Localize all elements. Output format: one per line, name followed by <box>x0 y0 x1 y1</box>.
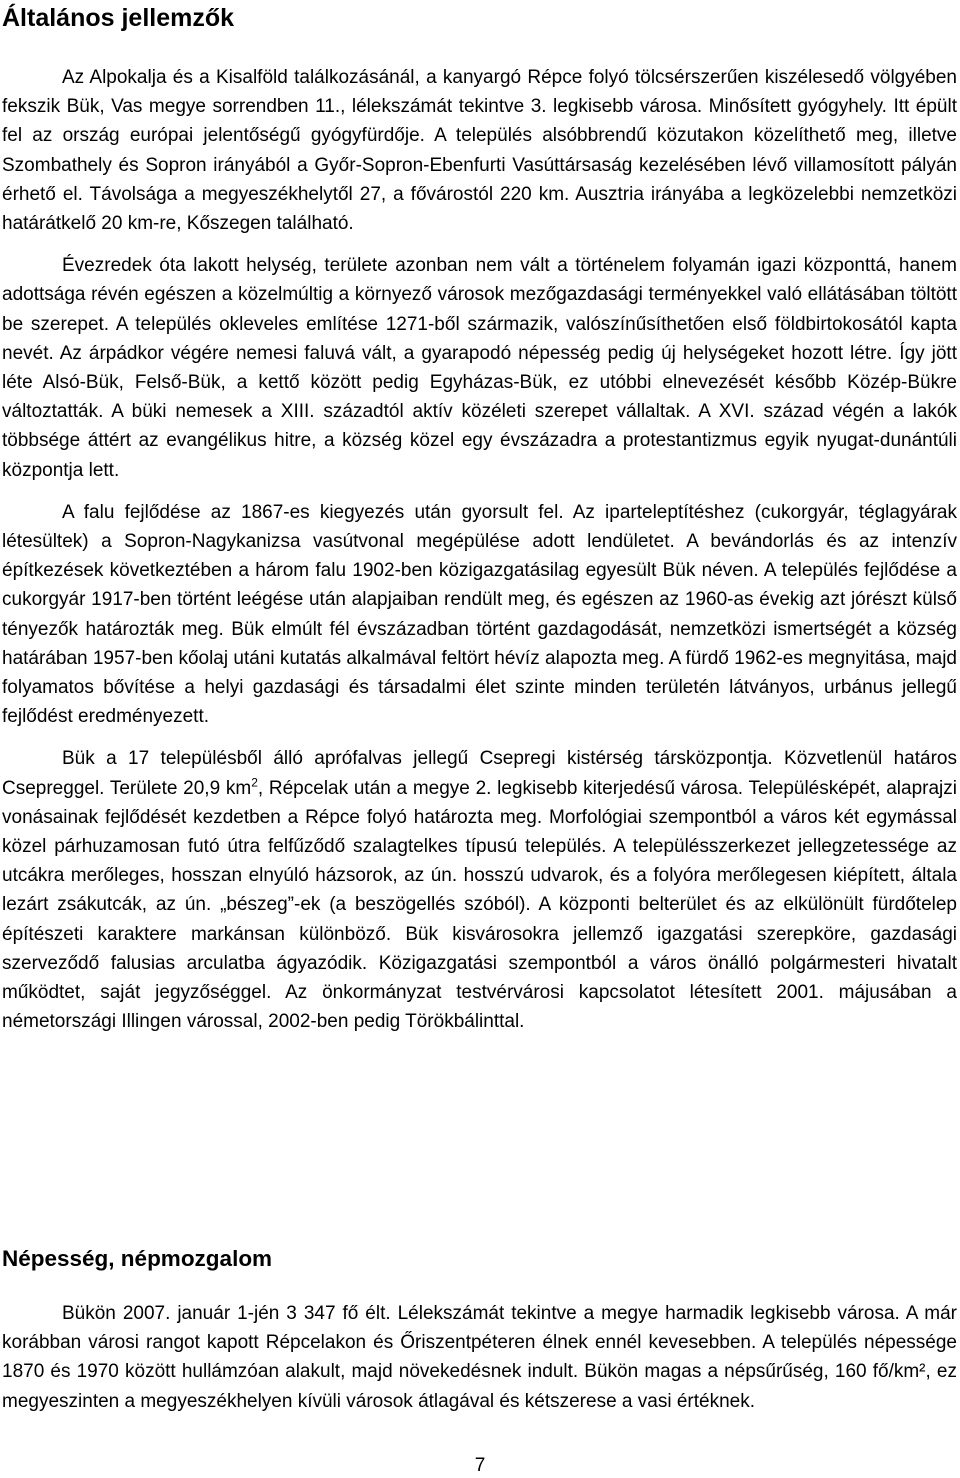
page-number: 7 <box>474 1455 486 1476</box>
section-heading-population: Népesség, népmozgalom <box>2 1246 273 1271</box>
paragraph-location: Az Alpokalja és a Kisalföld találkozásánál, a kanyargó Répce folyó tölcsérszerűen kiszélesedő völgyében fekszik Bük, Vas megye sorrendben 11., lélekszámát tekintve 3. legkisebb városa. Minősített gyógyhely. Itt épült fel az ország európai jelentőségű gyógyfürdője. A település alsóbbrendű közutakon közelíthető meg, illetve Szombathely és Sopron irányából a Győr-Sopron-Ebenfurti Vasúttársaság kezelésében lévő villamosított pályán érhető el. Távolsága a megyeszékhelytől 27, a fővárostól 220 km. Ausztria irányába a legközelebbi nemzetközi határátkelő 20 km-re, Kőszegen található. <box>2 67 957 235</box>
area-superscript: 2 <box>251 775 258 790</box>
paragraph-development: A falu fejlődése az 1867-es kiegyezés után gyorsult fel. Az iparteleptítéshez (cukorgyár, téglagyárak létesültek) a Sopron-Nagykanizsa vasútvonal megépülése adott lendületet. A bevándorlás és az intenzív építkezések következtében a három falu 1902-ben közigazgatásilag egyesült Bük néven. A település fejlődése a cukorgyár 1917-ben történt leégése után alapjaiban rendült meg, és egészen az 1960-as évekig azt jórészt külső tényezők határozták meg. Bük elmúlt fél évszázadban történt gazdagodását, nemzetközi ismertségét a község határában 1957-ben kőolaj utáni kutatás alkalmával feltört hévíz alapozta meg. A fürdő 1962-es megnyitása, majd folyamatos bővítése a helyi gazdasági és társadalmi élet szinte minden területén látványos, urbánus jellegű fejlődést eredményezett. <box>2 501 957 728</box>
paragraph-area <box>2 744 957 1036</box>
paragraph-history: Évezredek óta lakott helység, területe azonban nem vált a történelem folyamán igazi központtá, hanem adottsága révén egészen a közelmúltig a környező városok mezőgazdasági terményekkel való ellátásában töltött be szerepet. A település okleveles említése 1271-ből származik, valószínűsíthetően első földbirtokosától kapta nevét. Az árpádkor végére nemesi faluvá vált, a gyarapodó népesség pedig új helységeket hozott létre. Így jött léte Alsó-Bük, Felső-Bük, a kettő között pedig Egyházas-Bük, ez utóbbi elnevezését később Közép-Bükre változtatták. A büki nemesek a XIII. századtól aktív közéleti szerepet vállaltak. A XVI. század végén a lakók többsége áttért az evangélikus hitre, a község közel egy évszázadra a protestantizmus egyik nyugat-dunántúli központja lett. <box>2 255 957 481</box>
general-section <box>2 63 957 1050</box>
section-heading-general: Általános jellemzők <box>2 4 235 32</box>
area-text-end: , Répcelak után a megye 2. legkisebb kiterjedésű városa. Településképét, alaprajzi vonásainak fejlődését kezdetben a Répce folyó határozta meg. Morfológiai szempontból a város két egymással közel párhuzamosan futó útra felfűződő szalagtelkes típusú település. A településszerkezet jellegzetessége az utcákra merőleges, hosszan elnyúló házsorok, az ún. hosszú udvarok, és a folyóra merőlegesen kiépített, általa lezárt zsákutcák, az ún. „bészeg”-ek (a beszögellés szóból). A központi belterület és az elkülönült fürdőtelep építészeti karaktere markánsan különböző. Bük kisvárosokra jellemző igazgatási szerepköre, gazdasági szerveződő falusias arculatba ágyazódik. Közigazgatási szempontból a város önálló polgármesteri hivatalt működtet, saját jegyzőséggel. Az önkormányzat testvérvárosi kapcsolatot létesített 2001. májusában a németországi Illingen várossal, 2002-ben pedig Törökbálinttal. <box>2 777 957 1033</box>
paragraph-population: Bükön 2007. január 1-jén 3 347 fő élt. Lélekszámát tekintve a megye harmadik legkisebb városa. A már korábban városi rangot kapott Répcelakon és Őriszentpéteren élnek ennél kevesebben. A település népessége 1870 és 1970 között hullámzóan alakult, majd növekedésnek indult. Bükön magas a népsűrűség, 160 fő/km², ez megyeszinten a megyeszékhelyen kívüli városok átlagával és kétszerese a vasi értéknek. <box>2 1303 957 1412</box>
area-text-start: Bük a 17 településből álló aprófalvas jellegű Csepregi kistérség társközpontja. Közvetlenül határos Csepreggel. Területe 20,9 km <box>2 748 957 799</box>
population-section <box>2 1299 957 1429</box>
